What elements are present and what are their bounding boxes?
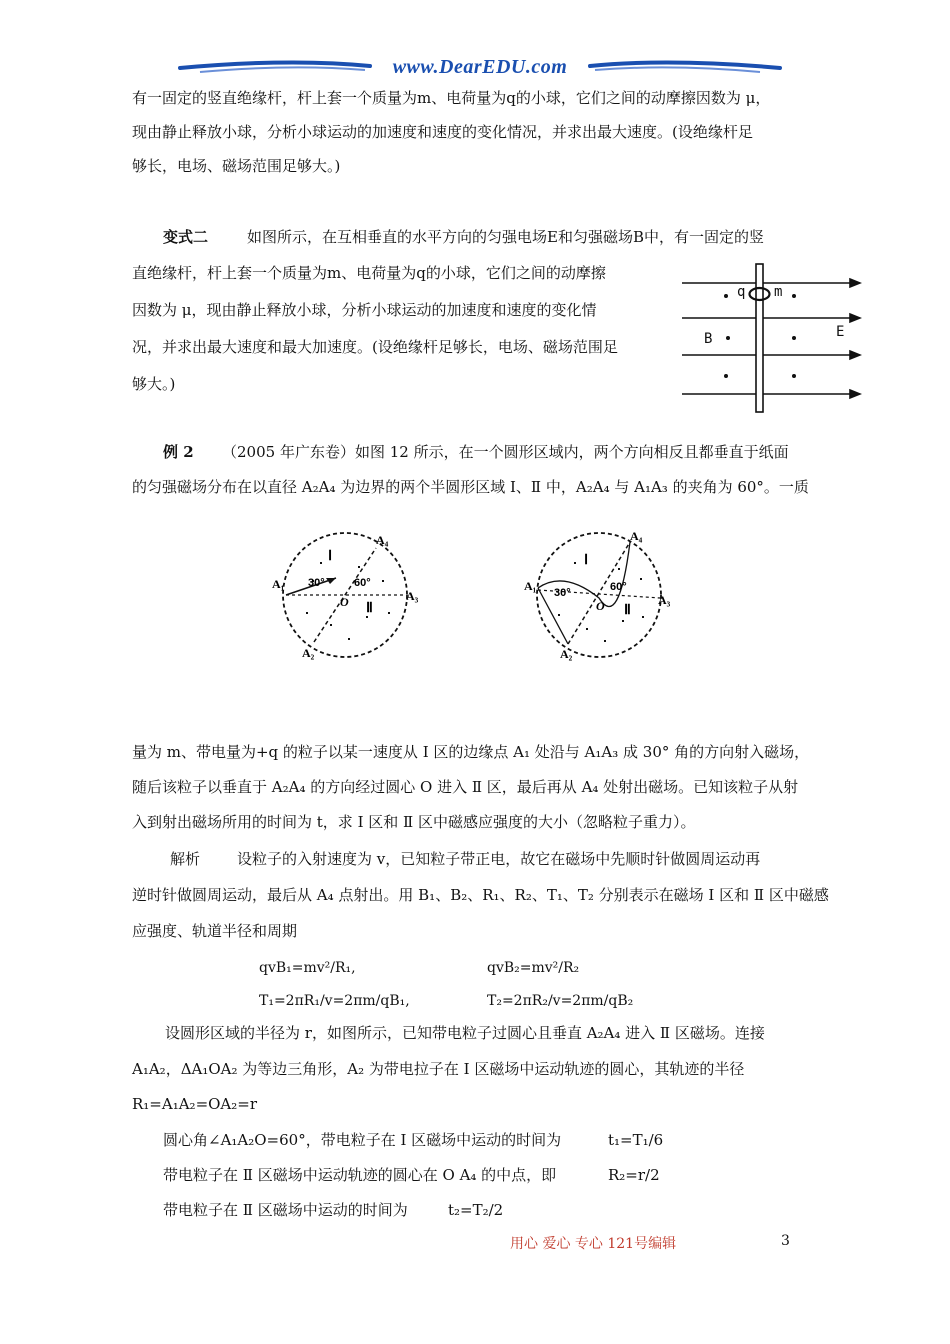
angle-30-label: 30° [554, 587, 571, 599]
point-a4-label: A₄ [376, 533, 389, 547]
text-line: 带电粒子在 Ⅱ 区磁场中运动轨迹的圆心在 O A₄ 的中点，即 [163, 1166, 557, 1184]
text-line: 的匀强磁场分布在以直径 A₂A₄ 为边界的两个半圆形区域 Ⅰ、Ⅱ 中，A₂A₄ 与 A₁A₃ 的夹角为 60°。一质 [132, 478, 809, 496]
angle-60-label: 60° [354, 577, 371, 589]
field-rod-diagram [676, 258, 862, 416]
mass-label: m [774, 284, 783, 300]
center-o-label: O [596, 599, 605, 613]
solution-label: 解析 [170, 850, 201, 868]
angle-30-label: 30° [308, 577, 325, 589]
point-a3-label: A₃ [658, 593, 671, 607]
region-ii-label: Ⅱ [624, 603, 631, 618]
variant-label: 变式二 [163, 228, 209, 246]
region-i-label: Ⅰ [328, 549, 333, 564]
equation: t₂=T₂/2 [448, 1201, 504, 1219]
text-line: 因数为 μ，现由静止释放小球，分析小球运动的加速度和速度的变化情 [132, 301, 597, 319]
point-a4-label: A₄ [630, 529, 643, 543]
equation: R₂=r/2 [608, 1166, 660, 1184]
text-line: 带电粒子在 Ⅱ 区磁场中运动的时间为 [163, 1201, 408, 1219]
e-field-label: E [836, 324, 845, 340]
angle-60-label: 60° [610, 581, 627, 593]
text-line: 够大。) [132, 375, 176, 393]
point-a3-label: A₃ [406, 589, 419, 603]
b-field-label: B [704, 331, 713, 347]
text-line: 量为 m、带电量为+q 的粒子以某一速度从 Ⅰ 区的边缘点 A₁ 处沿与 A₁A₃ 成 30° 角的方向射入磁场， [132, 743, 810, 761]
text-line: 圆心角∠A₁A₂O=60°，带电粒子在 Ⅰ 区磁场中运动的时间为 [163, 1131, 562, 1149]
example-label: 例 2 [163, 443, 194, 461]
circle-diagram-right [524, 520, 674, 670]
equation: T₂=2πR₂/v=2πm/qB₂ [487, 993, 634, 1009]
text-line: A₁A₂，ΔA₁OA₂ 为等边三角形，A₂ 为带电拉子在 Ⅰ 区磁场中运动轨迹的圆心，其轨迹的半径 [132, 1060, 745, 1078]
text-line: 随后该粒子以垂直于 A₂A₄ 的方向经过圆心 O 进入 Ⅱ 区，最后再从 A₄ 处射出磁场。已知该粒子从射 [132, 778, 799, 796]
text-line: 入到射出磁场所用的时间为 t，求 Ⅰ 区和 Ⅱ 区中磁感应强度的大小（忽略粒子重力）。 [132, 813, 696, 831]
text-line: 设圆形区域的半径为 r，如图所示，已知带电粒子过圆心且垂直 A₂A₄ 进入 Ⅱ 区磁场。连接 [165, 1024, 765, 1042]
point-a2-label: A₂ [560, 647, 573, 661]
page-number: 3 [781, 1233, 790, 1249]
text-line: R₁=A₁A₂=OA₂=r [132, 1095, 258, 1113]
point-a1-label: A₁ [272, 577, 285, 591]
site-logo-text: www.DearEDU.com [392, 56, 568, 78]
circle-diagram-left [270, 520, 420, 670]
point-a1-label: A₁ [524, 579, 537, 593]
text-line: 应强度、轨道半径和周期 [132, 922, 298, 940]
text-line: 现由静止释放小球，分析小球运动的加速度和速度的变化情况，并求出最大速度。(设绝缘杆足 [132, 123, 753, 141]
equation: t₁=T₁/6 [608, 1131, 664, 1149]
text-line: 直绝缘杆，杆上套一个质量为m、电荷量为q的小球，它们之间的动摩擦 [132, 264, 606, 282]
point-a2-label: A₂ [302, 646, 315, 660]
text-line: （2005 年广东卷）如图 12 所示，在一个圆形区域内，两个方向相反且都垂直于纸面 [222, 443, 789, 461]
text-line: 有一固定的竖直绝缘杆，杆上套一个质量为m、电荷量为q的小球，它们之间的动摩擦因数为 μ， [132, 89, 771, 107]
center-o-label: O [340, 595, 349, 609]
footer-note: 用心 爱心 专心 121号编辑 [510, 1236, 677, 1252]
text-line: 逆时针做圆周运动，最后从 A₄ 点射出。用 B₁、B₂、R₁、R₂、T₁、T₂ 分别表示在磁场 Ⅰ 区和 Ⅱ 区中磁感 [132, 886, 829, 904]
region-i-label: Ⅰ [584, 553, 589, 568]
equation: T₁=2πR₁/v=2πm/qB₁, [259, 993, 410, 1009]
equation: qvB₁=mv²/R₁, [259, 960, 356, 976]
text-line: 设粒子的入射速度为 v，已知粒子带正电，故它在磁场中先顺时针做圆周运动再 [237, 850, 761, 868]
charge-label: q [737, 284, 746, 300]
text-line: 况，并求出最大速度和最大加速度。(设绝缘杆足够长，电场、磁场范围足 [132, 338, 618, 356]
equation: qvB₂=mv²/R₂ [487, 960, 580, 976]
region-ii-label: Ⅱ [366, 601, 373, 616]
text-line: 如图所示，在互相垂直的水平方向的匀强电场E和匀强磁场B中，有一固定的竖 [247, 228, 764, 246]
text-line: 够长，电场、磁场范围足够大。) [132, 157, 341, 175]
